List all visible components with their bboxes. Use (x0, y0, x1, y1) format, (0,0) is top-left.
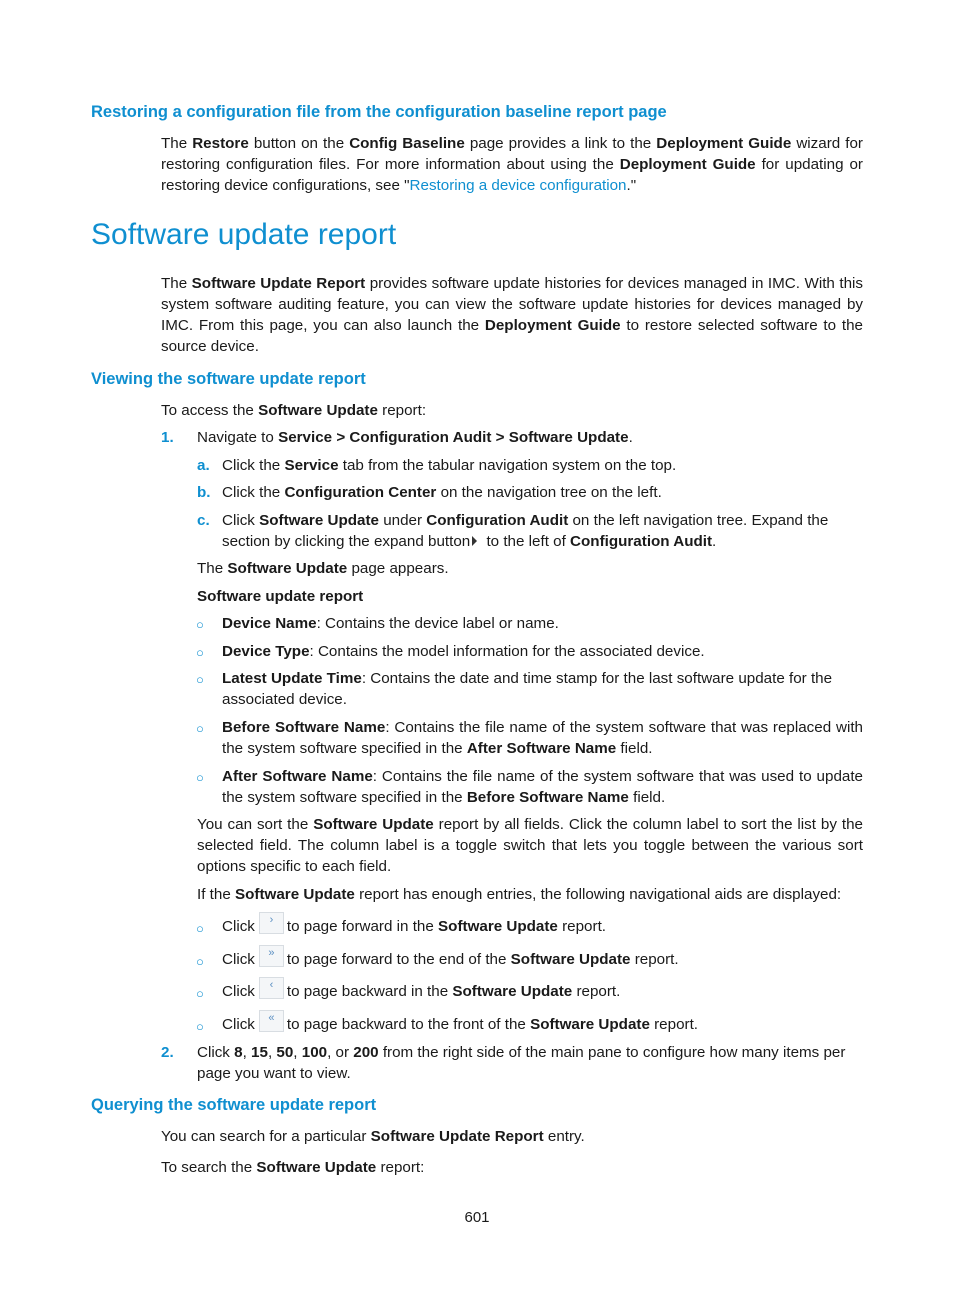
navaids-paragraph: If the Software Update report has enough entries, the following navigational aids are displayed: (197, 886, 842, 903)
section-heading-querying: Querying the software update report (91, 1096, 377, 1114)
restoring-device-config-link[interactable]: Restoring a device configuration (409, 177, 627, 194)
step-number: 2. (161, 1044, 174, 1061)
substep-a-text: Click the Service tab from the tabular navigation system on the top. (222, 457, 677, 474)
expand-arrow-icon (472, 536, 477, 546)
substep-letter: c. (197, 512, 210, 529)
bullet-icon: ○ (196, 721, 204, 736)
page-number: 601 (464, 1209, 490, 1226)
nav-item: Click › to page forward in the Software Update report. (222, 914, 607, 935)
bullet-icon: ○ (196, 645, 204, 660)
step2-text: Click 8, 15, 50, 100, or 200 from the right side of the main pane to configure how many items per page you want to view. (197, 1044, 846, 1082)
bullet-icon: ○ (196, 986, 204, 1001)
bullet-icon: ○ (196, 921, 204, 936)
first-page-icon: « (259, 1010, 284, 1032)
bullet-icon: ○ (196, 770, 204, 785)
page-title: Software update report (91, 218, 397, 251)
bullet-icon: ○ (196, 1019, 204, 1034)
substep-letter: b. (197, 484, 211, 501)
intro-paragraph: The Software Update Report provides software update histories for devices managed in IMC. With this system software auditing feature, you can view the software update histories for devices managed by IMC. From this page, you can also launch the Deployment Guide to restore selected software to the source device. (161, 275, 863, 355)
bullet-icon: ○ (196, 954, 204, 969)
querying-paragraph: You can search for a particular Software Update Report entry. (161, 1128, 585, 1145)
field-item: Device Type: Contains the model information for the associated device. (222, 643, 705, 660)
nav-item: Click » to page forward to the end of the Software Update report. (222, 947, 679, 968)
field-item: Before Software Name: Contains the file name of the system software that was replaced with the system software specified in the After Software Name field. (222, 719, 863, 757)
substep-letter: a. (197, 457, 210, 474)
step1-text: Navigate to Service > Configuration Audit > Software Update. (197, 429, 633, 446)
previous-page-icon: ‹ (259, 977, 284, 999)
step-number: 1. (161, 429, 174, 446)
section-heading-restoring: Restoring a configuration file from the configuration baseline report page (91, 103, 667, 121)
report-subheading: Software update report (197, 588, 364, 605)
field-item: After Software Name: Contains the file name of the system software that was used to update the system software specified in the Before Software Name field. (222, 768, 864, 806)
access-paragraph: To access the Software Update report: (161, 402, 427, 419)
field-item: Device Name: Contains the device label or name. (222, 615, 559, 632)
search-paragraph: To search the Software Update report: (161, 1159, 425, 1176)
bullet-icon: ○ (196, 617, 204, 632)
bullet-icon: ○ (196, 672, 204, 687)
restore-paragraph: The Restore button on the Config Baseline page provides a link to the Deployment Guide wizard for restoring configuration files. For more information about using the Deployment Guide for updating or restoring device configurations, see "Restoring a device configuration." (161, 135, 863, 194)
page-appears-text: The Software Update page appears. (197, 560, 449, 577)
substep-c-text: Click Software Update under Configuration Audit on the left navigation tree. Expand the section by clicking the expand button to the left of Configuration Audit. (222, 512, 829, 550)
field-item: Latest Update Time: Contains the date and time stamp for the last software update for the associated device. (222, 670, 833, 708)
section-heading-viewing: Viewing the software update report (91, 370, 366, 388)
nav-item: Click ‹ to page backward in the Software Update report. (222, 979, 621, 1000)
nav-item: Click « to page backward to the front of the Software Update report. (222, 1012, 699, 1033)
last-page-icon: » (259, 945, 284, 967)
substep-b-text: Click the Configuration Center on the navigation tree on the left. (222, 484, 662, 501)
next-page-icon: › (259, 912, 284, 934)
sort-paragraph: You can sort the Software Update report by all fields. Click the column label to sort the list by the selected field. The column label is a toggle switch that lets you toggle between the various sort options specific to each field. (197, 816, 863, 875)
